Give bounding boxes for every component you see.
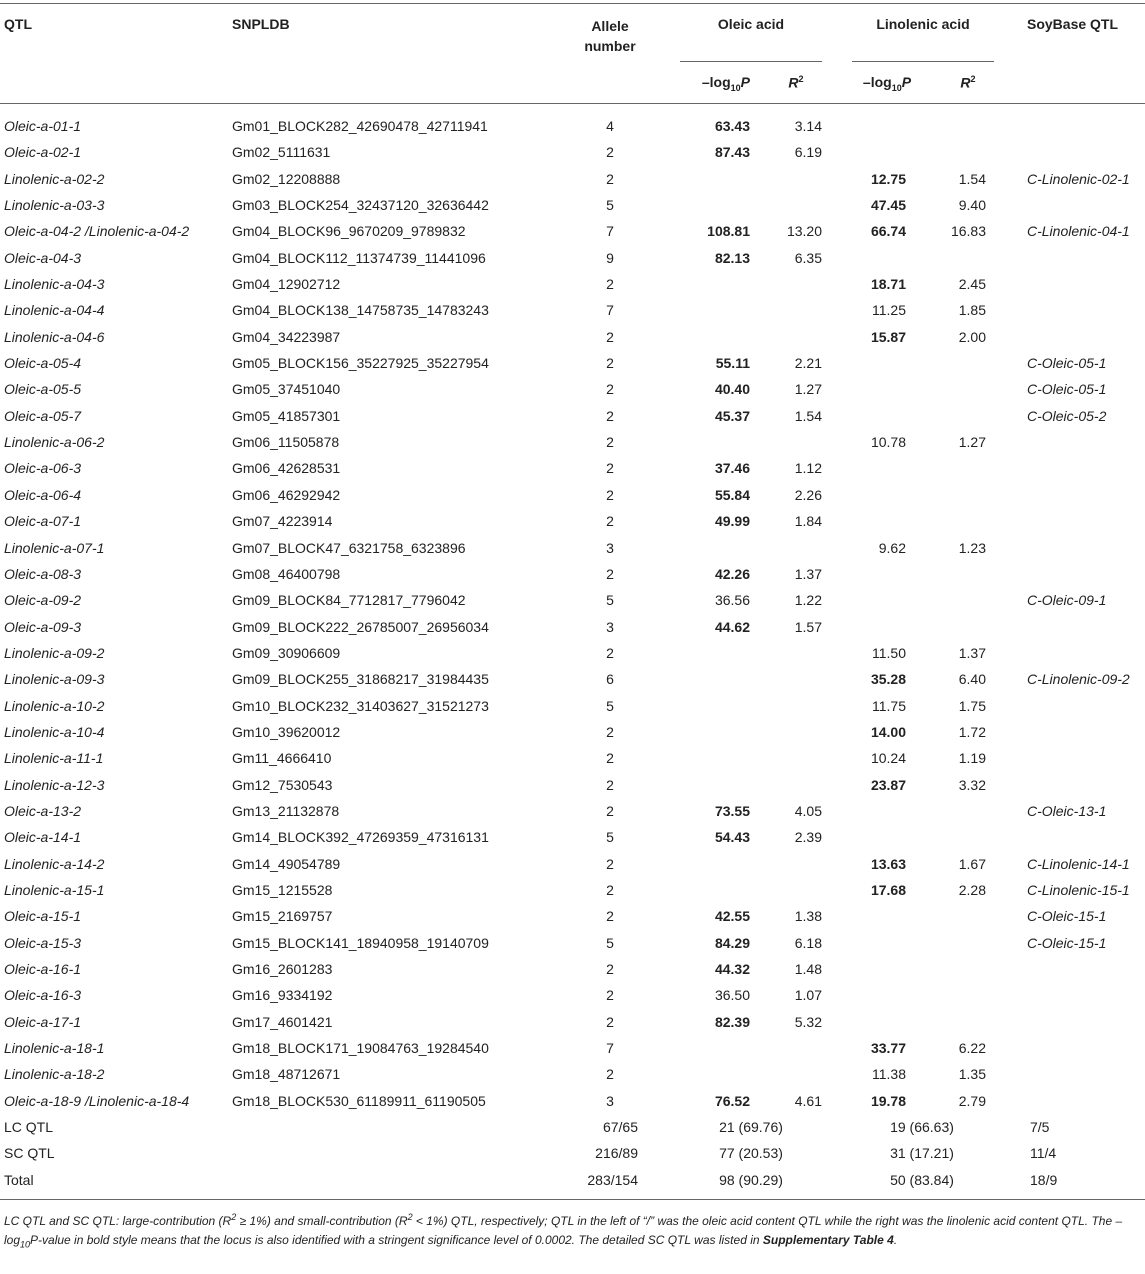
snpldb-id-cell: Gm14_49054789 bbox=[232, 855, 341, 872]
linolenic-r2-cell: 1.85 bbox=[958, 302, 986, 319]
allele-number-cell: 2 bbox=[606, 723, 614, 740]
allele-number-cell: 3 bbox=[606, 539, 614, 556]
table-row bbox=[0, 455, 1145, 481]
oleic-r2-cell: 1.48 bbox=[794, 961, 822, 977]
qtl-name-cell: Oleic-a-13-2 bbox=[4, 802, 82, 819]
summary-label-cell: SC QTL bbox=[4, 1145, 55, 1162]
oleic-r2-cell: 1.57 bbox=[794, 618, 822, 635]
summary-soybase-cell: 18/9 bbox=[1030, 1171, 1058, 1188]
summary-allele-cell: 216/89 bbox=[595, 1145, 638, 1162]
qtl-name-cell: Oleic-a-17-1 bbox=[4, 1013, 82, 1030]
table-row bbox=[0, 877, 1145, 903]
soybase-qtl-cell: C-Oleic-05-2 bbox=[1027, 407, 1107, 424]
qtl-name-cell: Oleic-a-04-3 bbox=[4, 249, 82, 266]
snpldb-id-cell: Gm04_12902712 bbox=[232, 276, 341, 293]
qtl-name-cell: Oleic-a-04-2 /Linolenic-a-04-2 bbox=[4, 223, 190, 240]
table-row bbox=[0, 271, 1145, 297]
summary-label-cell: LC QTL bbox=[4, 1119, 54, 1136]
qtl-name-cell: Oleic-a-16-3 bbox=[4, 987, 82, 1004]
table-row bbox=[0, 1009, 1145, 1035]
linolenic-r2-cell: 1.72 bbox=[958, 723, 986, 740]
table-row bbox=[0, 508, 1145, 534]
oleic-neglog10p-cell: 76.52 bbox=[714, 1092, 750, 1109]
allele-number-cell: 7 bbox=[606, 302, 614, 319]
allele-number-cell: 2 bbox=[606, 855, 614, 872]
soybase-qtl-cell: C-Linolenic-04-1 bbox=[1027, 223, 1130, 240]
oleic-neglog10p-cell: 82.13 bbox=[714, 249, 750, 266]
linolenic-r2-cell: 1.54 bbox=[958, 170, 986, 187]
oleic-neglog10p-cell: 45.37 bbox=[714, 407, 750, 424]
allele-number-cell: 2 bbox=[606, 881, 614, 898]
supplementary-table-link[interactable]: Supplementary Table 4 bbox=[762, 1233, 894, 1247]
linolenic-r2-cell: 2.45 bbox=[958, 276, 986, 293]
header-linolenic-neglog10p: $-\log_{10}P$ bbox=[862, 74, 912, 93]
oleic-neglog10p-cell: 42.26 bbox=[714, 565, 750, 582]
table-row bbox=[0, 1035, 1145, 1061]
soybase-qtl-cell: C-Linolenic-14-1 bbox=[1027, 855, 1130, 872]
allele-number-cell: 6 bbox=[606, 671, 614, 688]
oleic-r2-cell: 1.38 bbox=[794, 908, 822, 925]
allele-number-cell: 2 bbox=[606, 355, 614, 372]
allele-number-cell: 2 bbox=[606, 802, 614, 819]
linolenic-r2-cell: 2.79 bbox=[958, 1092, 986, 1109]
snpldb-id-cell: Gm09_BLOCK84_7712817_7796042 bbox=[232, 592, 466, 609]
table-row bbox=[0, 851, 1145, 877]
snpldb-id-cell: Gm15_2169757 bbox=[232, 908, 333, 925]
qtl-name-cell: Linolenic-a-07-1 bbox=[4, 539, 105, 556]
oleic-r2-cell: 2.21 bbox=[794, 355, 822, 372]
linolenic-r2-cell: 2.28 bbox=[958, 881, 986, 898]
table-row bbox=[0, 666, 1145, 692]
allele-number-cell: 3 bbox=[606, 1092, 614, 1109]
linolenic-neglog10p-cell: 11.25 bbox=[872, 302, 906, 319]
table-row bbox=[0, 139, 1145, 165]
linolenic-neglog10p-cell: 12.75 bbox=[870, 170, 906, 187]
snpldb-id-cell: Gm15_BLOCK141_18940958_19140709 bbox=[232, 934, 489, 951]
soybase-qtl-cell: C-Oleic-05-1 bbox=[1027, 381, 1107, 398]
snpldb-id-cell: Gm02_12208888 bbox=[232, 170, 341, 187]
summary-linolenic-cell: 31 (17.21) bbox=[890, 1145, 954, 1162]
snpldb-id-cell: Gm07_4223914 bbox=[232, 513, 333, 530]
linolenic-r2-cell: 1.75 bbox=[958, 697, 986, 714]
linolenic-r2-cell: 1.35 bbox=[958, 1066, 986, 1083]
soybase-qtl-cell: C-Oleic-15-1 bbox=[1027, 934, 1107, 951]
header-oleic-neglog10p: $-\log_{10}P$ bbox=[701, 74, 750, 93]
header-soybase-qtl: SoyBase QTL bbox=[1027, 16, 1119, 32]
oleic-r2-cell: 1.27 bbox=[794, 381, 822, 398]
allele-number-cell: 7 bbox=[606, 223, 614, 240]
table-footnote: LC QTL and SC QTL: large-contribution $(R^2 \ge 1\%)$ and small-contribution $(R^2 < 1\%)$ QTL, respectively; QTL in the left of “/” was the oleic acid content QTL while the right was the linolenic acid content QTL. The $-\log_{10}P$-value in bold style means that the locus is also identified with a stringent significance level of 0.0002. The detailed SC QTL was listed in Supplementary Table 4. bbox=[4, 1212, 1123, 1250]
snpldb-id-cell: Gm10_BLOCK232_31403627_31521273 bbox=[232, 697, 489, 714]
summary-allele-cell: 67/65 bbox=[602, 1119, 638, 1136]
table-row bbox=[0, 1088, 1145, 1114]
table-row bbox=[0, 798, 1145, 824]
qtl-name-cell: Linolenic-a-04-6 bbox=[4, 328, 105, 345]
linolenic-subheader-rule bbox=[852, 61, 994, 62]
table-row bbox=[0, 245, 1145, 271]
soybase-qtl-cell: C-Linolenic-09-2 bbox=[1027, 671, 1130, 688]
qtl-name-cell: Linolenic-a-11-1 bbox=[4, 750, 104, 767]
snpldb-id-cell: Gm08_46400798 bbox=[232, 565, 341, 582]
linolenic-r2-cell: 16.83 bbox=[950, 223, 986, 240]
qtl-name-cell: Linolenic-a-06-2 bbox=[4, 434, 105, 451]
allele-number-cell: 2 bbox=[606, 276, 614, 293]
linolenic-neglog10p-cell: 11.75 bbox=[872, 697, 906, 714]
qtl-name-cell: Linolenic-a-03-3 bbox=[4, 197, 105, 214]
qtl-name-cell: Oleic-a-18-9 /Linolenic-a-18-4 bbox=[4, 1092, 190, 1109]
linolenic-r2-cell: 1.27 bbox=[958, 434, 986, 451]
allele-number-cell: 2 bbox=[606, 750, 614, 767]
table-body bbox=[0, 113, 1145, 1193]
summary-linolenic-cell: 19 (66.63) bbox=[890, 1119, 954, 1136]
qtl-name-cell: Linolenic-a-18-1 bbox=[4, 1040, 105, 1057]
qtl-name-cell: Oleic-a-01-1 bbox=[4, 118, 82, 134]
snpldb-id-cell: Gm09_BLOCK255_31868217_31984435 bbox=[232, 671, 489, 688]
qtl-name-cell: Linolenic-a-10-2 bbox=[4, 697, 105, 714]
soybase-qtl-cell: C-Oleic-09-1 bbox=[1027, 592, 1107, 609]
linolenic-r2-cell: 1.19 bbox=[958, 750, 986, 767]
allele-number-cell: 3 bbox=[606, 618, 614, 635]
oleic-r2-cell: 1.22 bbox=[794, 592, 822, 609]
allele-number-cell: 5 bbox=[606, 697, 614, 714]
linolenic-neglog10p-cell: 14.00 bbox=[870, 723, 906, 740]
snpldb-id-cell: Gm06_42628531 bbox=[232, 460, 341, 477]
header-bottom-rule bbox=[0, 103, 1145, 104]
snpldb-id-cell: Gm09_30906609 bbox=[232, 644, 341, 661]
allele-number-cell: 2 bbox=[606, 776, 614, 793]
header-allele-number bbox=[560, 16, 660, 56]
table-row bbox=[0, 640, 1145, 666]
linolenic-neglog10p-cell: 18.71 bbox=[870, 276, 906, 293]
snpldb-id-cell: Gm16_2601283 bbox=[232, 961, 333, 977]
table-row bbox=[0, 561, 1145, 587]
oleic-neglog10p-cell: 40.40 bbox=[714, 381, 750, 398]
snpldb-id-cell: Gm18_BLOCK171_19084763_19284540 bbox=[232, 1040, 489, 1057]
allele-number-cell: 2 bbox=[606, 908, 614, 925]
snpldb-id-cell: Gm02_5111631 bbox=[232, 144, 331, 161]
allele-number-cell: 2 bbox=[606, 460, 614, 477]
oleic-r2-cell: 1.37 bbox=[794, 565, 822, 582]
table-row bbox=[0, 429, 1145, 455]
oleic-neglog10p-cell: 108.81 bbox=[707, 223, 750, 240]
summary-oleic-cell: 77 (20.53) bbox=[719, 1145, 783, 1162]
allele-number-cell: 2 bbox=[606, 644, 614, 661]
allele-number-cell: 5 bbox=[606, 829, 614, 846]
table-row bbox=[0, 930, 1145, 956]
linolenic-neglog10p-cell: 66.74 bbox=[870, 223, 906, 240]
allele-number-cell: 5 bbox=[606, 197, 614, 214]
linolenic-r2-cell: 6.22 bbox=[958, 1040, 986, 1057]
oleic-r2-cell: 6.18 bbox=[794, 934, 822, 951]
allele-number-cell: 9 bbox=[606, 249, 614, 266]
oleic-r2-cell: 2.39 bbox=[794, 829, 822, 846]
linolenic-r2-cell: 2.00 bbox=[958, 328, 986, 345]
soybase-qtl-cell: C-Linolenic-02-1 bbox=[1027, 170, 1130, 187]
linolenic-r2-cell: 9.40 bbox=[958, 197, 986, 214]
qtl-name-cell: Linolenic-a-18-2 bbox=[4, 1066, 105, 1083]
allele-number-cell: 2 bbox=[606, 1066, 614, 1083]
allele-number-cell: 2 bbox=[606, 434, 614, 451]
oleic-r2-cell: 5.32 bbox=[794, 1013, 822, 1030]
qtl-name-cell: Oleic-a-05-5 bbox=[4, 381, 82, 398]
qtl-name-cell: Oleic-a-05-4 bbox=[4, 355, 82, 372]
soybase-qtl-cell: C-Oleic-13-1 bbox=[1027, 802, 1107, 819]
qtl-name-cell: Linolenic-a-09-3 bbox=[4, 671, 105, 688]
allele-number-cell: 4 bbox=[606, 118, 614, 134]
oleic-neglog10p-cell: 55.11 bbox=[715, 355, 750, 372]
oleic-neglog10p-cell: 36.50 bbox=[714, 987, 750, 1004]
qtl-name-cell: Oleic-a-15-3 bbox=[4, 934, 82, 951]
oleic-r2-cell: 6.19 bbox=[794, 144, 822, 161]
linolenic-r2-cell: 6.40 bbox=[958, 671, 986, 688]
header-allele-line1: Allele bbox=[591, 18, 629, 34]
table-row bbox=[0, 772, 1145, 798]
linolenic-r2-cell: 1.23 bbox=[958, 539, 986, 556]
oleic-r2-cell: 2.26 bbox=[794, 486, 822, 503]
allele-number-cell: 2 bbox=[606, 1013, 614, 1030]
snpldb-id-cell: Gm03_BLOCK254_32437120_32636442 bbox=[232, 197, 489, 214]
table-row bbox=[0, 587, 1145, 613]
linolenic-neglog10p-cell: 23.87 bbox=[870, 776, 906, 793]
oleic-r2-cell: 4.61 bbox=[794, 1092, 822, 1109]
snpldb-id-cell: Gm16_9334192 bbox=[232, 987, 333, 1004]
oleic-neglog10p-cell: 84.29 bbox=[714, 934, 750, 951]
linolenic-r2-cell: 3.32 bbox=[958, 776, 986, 793]
summary-oleic-cell: 98 (90.29) bbox=[719, 1171, 783, 1188]
table-row bbox=[0, 693, 1145, 719]
header-qtl: QTL bbox=[4, 16, 32, 32]
snpldb-id-cell: Gm05_41857301 bbox=[232, 407, 341, 424]
allele-number-cell: 2 bbox=[606, 381, 614, 398]
allele-number-cell: 5 bbox=[606, 934, 614, 951]
linolenic-neglog10p-cell: 10.24 bbox=[870, 750, 906, 767]
summary-soybase-cell: 7/5 bbox=[1030, 1119, 1050, 1136]
table-row bbox=[0, 719, 1145, 745]
oleic-r2-cell: 3.14 bbox=[794, 118, 822, 134]
oleic-neglog10p-cell: 37.46 bbox=[714, 460, 750, 477]
table-row bbox=[0, 745, 1145, 771]
snpldb-id-cell: Gm04_BLOCK138_14758735_14783243 bbox=[232, 302, 489, 319]
oleic-subheader-rule bbox=[680, 61, 822, 62]
linolenic-neglog10p-cell: 11.38 bbox=[872, 1066, 906, 1083]
snpldb-id-cell: Gm17_4601421 bbox=[232, 1013, 333, 1030]
oleic-r2-cell: 13.20 bbox=[786, 223, 822, 240]
snpldb-id-cell: Gm07_BLOCK47_6321758_6323896 bbox=[232, 539, 466, 556]
linolenic-r2-cell: 1.67 bbox=[958, 855, 986, 872]
allele-number-cell: 2 bbox=[606, 486, 614, 503]
allele-number-cell: 5 bbox=[606, 592, 614, 609]
allele-number-cell: 2 bbox=[606, 513, 614, 530]
qtl-name-cell: Linolenic-a-15-1 bbox=[4, 881, 105, 898]
qtl-name-cell: Oleic-a-06-4 bbox=[4, 486, 82, 503]
linolenic-r2-cell: 1.37 bbox=[958, 644, 986, 661]
snpldb-id-cell: Gm11_4666410 bbox=[232, 750, 332, 767]
snpldb-id-cell: Gm05_BLOCK156_35227925_35227954 bbox=[232, 355, 489, 372]
table-row bbox=[0, 113, 1145, 139]
snpldb-id-cell: Gm12_7530543 bbox=[232, 776, 333, 793]
oleic-r2-cell: 4.05 bbox=[794, 802, 822, 819]
allele-number-cell: 2 bbox=[606, 565, 614, 582]
oleic-r2-cell: 1.12 bbox=[794, 460, 822, 477]
allele-number-cell: 2 bbox=[606, 144, 614, 161]
oleic-neglog10p-cell: 36.56 bbox=[714, 592, 750, 609]
oleic-neglog10p-cell: 55.84 bbox=[714, 486, 750, 503]
linolenic-neglog10p-cell: 47.45 bbox=[870, 197, 906, 214]
snpldb-id-cell: Gm04_34223987 bbox=[232, 328, 341, 345]
snpldb-id-cell: Gm13_21132878 bbox=[232, 802, 340, 819]
summary-linolenic-cell: 50 (83.84) bbox=[890, 1171, 954, 1188]
qtl-name-cell: Linolenic-a-14-2 bbox=[4, 855, 105, 872]
allele-number-cell: 2 bbox=[606, 961, 614, 977]
oleic-neglog10p-cell: 42.55 bbox=[714, 908, 750, 925]
oleic-neglog10p-cell: 54.43 bbox=[714, 829, 750, 846]
header-allele-line2: number bbox=[584, 38, 636, 54]
snpldb-id-cell: Gm06_11505878 bbox=[232, 434, 340, 451]
oleic-r2-cell: 1.07 bbox=[794, 987, 822, 1004]
table-row bbox=[0, 324, 1145, 350]
linolenic-neglog10p-cell: 19.78 bbox=[870, 1092, 906, 1109]
linolenic-neglog10p-cell: 9.62 bbox=[878, 539, 906, 556]
oleic-neglog10p-cell: 73.55 bbox=[714, 802, 750, 819]
qtl-name-cell: Oleic-a-06-3 bbox=[4, 460, 82, 477]
oleic-neglog10p-cell: 82.39 bbox=[714, 1013, 750, 1030]
oleic-neglog10p-cell: 44.62 bbox=[714, 618, 750, 635]
table-row bbox=[0, 218, 1145, 244]
header-linolenic-r2: $R^2$ bbox=[960, 74, 976, 91]
allele-number-cell: 2 bbox=[606, 170, 614, 187]
snpldb-id-cell: Gm04_BLOCK96_9670209_9789832 bbox=[232, 223, 466, 240]
qtl-name-cell: Oleic-a-07-1 bbox=[4, 513, 82, 530]
soybase-qtl-cell: C-Oleic-05-1 bbox=[1027, 355, 1107, 372]
soybase-qtl-cell: C-Oleic-15-1 bbox=[1027, 908, 1107, 925]
header-oleic-acid: Oleic acid bbox=[717, 16, 785, 32]
header-snpldb: SNPLDB bbox=[232, 16, 290, 32]
table-row bbox=[0, 166, 1145, 192]
snpldb-id-cell: Gm04_BLOCK112_11374739_11441096 bbox=[232, 249, 486, 266]
oleic-neglog10p-cell: 63.43 bbox=[714, 118, 750, 134]
snpldb-id-cell: Gm14_BLOCK392_47269359_47316131 bbox=[232, 829, 489, 846]
linolenic-neglog10p-cell: 33.77 bbox=[870, 1040, 906, 1057]
header-linolenic-acid: Linolenic acid bbox=[876, 16, 970, 32]
allele-number-cell: 2 bbox=[606, 987, 614, 1004]
bottom-rule bbox=[0, 1199, 1145, 1200]
soybase-qtl-cell: C-Linolenic-15-1 bbox=[1027, 881, 1130, 898]
qtl-name-cell: Linolenic-a-10-4 bbox=[4, 723, 105, 740]
table-row bbox=[0, 956, 1145, 982]
qtl-name-cell: Oleic-a-08-3 bbox=[4, 565, 82, 582]
table-row bbox=[0, 535, 1145, 561]
table-row bbox=[0, 482, 1145, 508]
linolenic-neglog10p-cell: 11.50 bbox=[872, 644, 906, 661]
top-rule bbox=[0, 3, 1145, 4]
summary-row bbox=[0, 1114, 1145, 1140]
qtl-name-cell: Linolenic-a-02-2 bbox=[4, 170, 105, 187]
snpldb-id-cell: Gm15_1215528 bbox=[232, 881, 333, 898]
qtl-name-cell: Linolenic-a-04-4 bbox=[4, 302, 105, 319]
snpldb-id-cell: Gm18_48712671 bbox=[232, 1066, 341, 1083]
qtl-name-cell: Oleic-a-05-7 bbox=[4, 407, 82, 424]
header-oleic-r2: $R^2$ bbox=[788, 74, 804, 91]
qtl-name-cell: Linolenic-a-09-2 bbox=[4, 644, 105, 661]
table-row bbox=[0, 192, 1145, 218]
oleic-r2-cell: 6.35 bbox=[794, 249, 822, 266]
snpldb-id-cell: Gm05_37451040 bbox=[232, 381, 341, 398]
table-row bbox=[0, 982, 1145, 1008]
allele-number-cell: 7 bbox=[606, 1040, 614, 1057]
linolenic-neglog10p-cell: 10.78 bbox=[870, 434, 906, 451]
table-row bbox=[0, 824, 1145, 850]
oleic-neglog10p-cell: 49.99 bbox=[714, 513, 750, 530]
oleic-r2-cell: 1.84 bbox=[794, 513, 822, 530]
qtl-name-cell: Oleic-a-09-3 bbox=[4, 618, 82, 635]
summary-soybase-cell: 11/4 bbox=[1030, 1145, 1057, 1162]
oleic-neglog10p-cell: 87.43 bbox=[714, 144, 750, 161]
summary-allele-cell: 283/154 bbox=[587, 1171, 638, 1188]
table-row bbox=[0, 297, 1145, 323]
allele-number-cell: 2 bbox=[606, 407, 614, 424]
summary-label-cell: Total bbox=[4, 1171, 34, 1188]
table-row bbox=[0, 1061, 1145, 1087]
table-row bbox=[0, 614, 1145, 640]
qtl-name-cell: Oleic-a-02-1 bbox=[4, 144, 82, 161]
snpldb-id-cell: Gm06_46292942 bbox=[232, 486, 341, 503]
qtl-name-cell: Oleic-a-15-1 bbox=[4, 908, 82, 925]
oleic-neglog10p-cell: 44.32 bbox=[714, 961, 750, 977]
qtl-name-cell: Oleic-a-09-2 bbox=[4, 592, 82, 609]
qtl-name-cell: Linolenic-a-12-3 bbox=[4, 776, 105, 793]
linolenic-neglog10p-cell: 13.63 bbox=[870, 855, 906, 872]
summary-row bbox=[0, 1140, 1145, 1166]
linolenic-neglog10p-cell: 17.68 bbox=[870, 881, 906, 898]
oleic-r2-cell: 1.54 bbox=[794, 407, 822, 424]
snpldb-id-cell: Gm10_39620012 bbox=[232, 723, 341, 740]
table-row bbox=[0, 403, 1145, 429]
qtl-name-cell: Oleic-a-16-1 bbox=[4, 961, 82, 977]
summary-row bbox=[0, 1167, 1145, 1193]
snpldb-id-cell: Gm09_BLOCK222_26785007_26956034 bbox=[232, 618, 489, 635]
snpldb-id-cell: Gm01_BLOCK282_42690478_42711941 bbox=[232, 118, 488, 134]
qtl-name-cell: Oleic-a-14-1 bbox=[4, 829, 82, 846]
qtl-name-cell: Linolenic-a-04-3 bbox=[4, 276, 105, 293]
snpldb-id-cell: Gm18_BLOCK530_61189911_61190505 bbox=[232, 1092, 486, 1109]
linolenic-neglog10p-cell: 15.87 bbox=[870, 328, 906, 345]
linolenic-neglog10p-cell: 35.28 bbox=[870, 671, 906, 688]
table-row bbox=[0, 376, 1145, 402]
allele-number-cell: 2 bbox=[606, 328, 614, 345]
table-row bbox=[0, 903, 1145, 929]
table-row bbox=[0, 350, 1145, 376]
summary-oleic-cell: 21 (69.76) bbox=[719, 1119, 783, 1136]
